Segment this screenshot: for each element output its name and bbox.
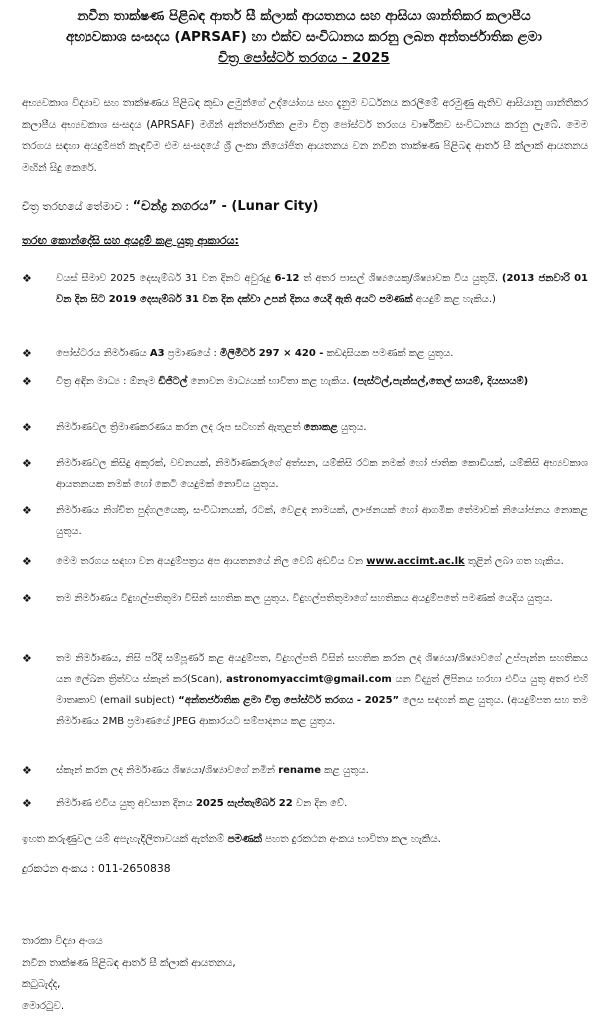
address-line-2: නවීන තාක්ෂණ පිළිබඳ ආතර් සී ක්ලාක් ආයතනය, bbox=[22, 956, 236, 969]
rule-text: ස්කෑන් කරන ලද නිර්මාණය ශිෂ්‍යයා/ශිෂ්‍යාවගේ නමින් rename කළ යුතුය. bbox=[56, 765, 369, 776]
diamond-bullet-icon: ❖ bbox=[22, 555, 32, 568]
rule-principal-certify bbox=[22, 588, 588, 609]
rule-submission-email bbox=[22, 648, 588, 732]
rule-deadline bbox=[22, 793, 588, 814]
rule-rename-file bbox=[22, 760, 588, 781]
diamond-bullet-icon: ❖ bbox=[22, 797, 32, 810]
title-line-3: චිත්‍ර පෝස්ටර් තරගය - 2025 bbox=[218, 50, 390, 66]
rule-text: තම නිර්මාණය, නිසි පරිදි සම්පූර්ණ කළ අයදුම්පත, විදුහල්පති විසින් සහතික කරන ලද ශිෂ්‍යයා/ශිෂ්‍යාවගේ උප්පැන්න සහතිකය යන ලේඛන ත්‍රිත්වය ස්කෑන් කර(Scan), astronomyaccimt@gmail.com යන විද්‍යුත් ලිපිනය හරහා එවිය යුතු අතර එහි මාතෘකාව (email subject) “අන්තර්ජාතික ළමා චිත්‍ර පෝස්ටර් තරගය - 2025” ලෙස සඳහන් කළ යුතුය. (අයදුම්පත සහ තම නිර්මාණය 2MB ප්‍රමාණයේ JPEG ආකාරයට සම්පාදනය කළ යුතුය. bbox=[56, 653, 589, 727]
diamond-bullet-icon: ❖ bbox=[22, 592, 32, 605]
diamond-bullet-icon: ❖ bbox=[22, 652, 32, 665]
title-line-2: අභ්‍යවකාශ සංසදය (APRSAF) හා එක්ව සංවිධානය කරනු ලබන අන්තර්ජාතික ළමා bbox=[66, 29, 542, 45]
phone-label: දුරකථන අංකය : bbox=[22, 862, 99, 875]
rule-text: තම නිර්මාණය විදුහල්පතිතුමා විසින් සහතික කල යුතුය. විදුහල්පතිතුමාගේ සහතිකය අයදුම්පතේ පමණක් යෙදිය යුතුය. bbox=[56, 593, 553, 604]
rules-heading: තරඟ කොන්දේසි සහ අයදුම් කළ යුතු ආකාරය: bbox=[22, 234, 239, 247]
contact-note: ඉහත කරුණුවල යම් අපැහැදිලිතාවයක් ඇත්නම් පමණක් පහත දුරකථන අංකය භාවිතා කල හැකිය. bbox=[22, 833, 441, 845]
diamond-bullet-icon: ❖ bbox=[22, 347, 32, 360]
phone-line bbox=[22, 860, 588, 878]
rule-age-limit bbox=[22, 268, 588, 310]
title-line-1: නවීන තාක්ෂණ පිළිබඳ ආතර් සී ක්ලාක් ආයතනය සහ ආසියා ශාන්තිකර කලාපීය bbox=[77, 8, 531, 24]
diamond-bullet-icon: ❖ bbox=[22, 457, 32, 470]
rule-drawing-medium bbox=[22, 371, 588, 392]
theme-line bbox=[22, 198, 588, 216]
rule-text: නිර්මාණවල ත්‍රිමාණකරණය කරන ලද රූප සටහන් ඇතුළත් නොකළ යුතුය. bbox=[56, 422, 367, 433]
phone-number: 011-2650838 bbox=[98, 862, 171, 875]
diamond-bullet-icon: ❖ bbox=[22, 504, 32, 517]
rule-text: චිත්‍ර අඳින මාධ්‍ය : ඕනෑම ඩිජිටල් නොවන මාධ්‍යයක් භාවිතා කළ හැකිය. (පැස්ටල්,පැන්සල්,තෙල් සායම්, දියසායම්) bbox=[56, 376, 529, 387]
address-line-4: මොරටුව. bbox=[22, 999, 65, 1012]
diamond-bullet-icon: ❖ bbox=[22, 272, 32, 285]
address-line-1: තාරකා විද්‍යා අංශය bbox=[22, 935, 103, 947]
rule-text: නිර්මාණ එවිය යුතු අවසාන දිනය 2025 සැප්තැම්බර් 22 වන දින වේ. bbox=[56, 798, 348, 809]
intro-paragraph: අභ්‍යවකාශ විද්‍යාව සහ තාක්ෂණය පිළිබඳ කුඩා ළමුන්ගේ උද්යෝගය සහ දැනුම වර්ධනය කරලීමේ අරමුණු ඇතිව ආසියානු ශාන්තිකර කලාපීය අභ්‍යවකාශ සංසදය (APRSAF) මගින් අන්තර්ජාතික ළමා චිත්‍ර පෝස්ටර් තරගය වාර්ෂිකව සංවිධානය කරනු ලැබේ. මෙම තරගය සඳහා අයදුම්පත් කැඳවීම එම සංසදයේ ශ්‍රී ලංකා නියෝජිත ආයතනය වන නවීන තාක්ෂණ පිළිබඳ ආතර් සී ක්ලාක් ආයතනය මඟින් සිදු කෙරේ. bbox=[22, 97, 588, 174]
diamond-bullet-icon: ❖ bbox=[22, 421, 32, 434]
rule-text: පෝස්ටරය නිර්මාණය A3 ප්‍රමාණයේ : මිලිමීටර් 297 × 420 - කඩදාසියක පමණක් කළ යුතුය. bbox=[56, 348, 454, 359]
theme-label: චිත්‍ර තරඟයේ තේමාව : bbox=[22, 200, 133, 213]
rule-application-website bbox=[22, 551, 588, 572]
diamond-bullet-icon: ❖ bbox=[22, 375, 32, 388]
diamond-bullet-icon: ❖ bbox=[22, 764, 32, 777]
address-block bbox=[22, 931, 588, 1017]
website-link[interactable]: www.accimt.ac.lk bbox=[366, 556, 465, 567]
rule-text: නිර්මාණවල කිසිදු අකුරක්, වචනයක්, නිර්මාණකරුගේ අත්සන, යම්කිසි රටක නමක් හෝ ජාතික කොඩියක්, යම්කිසි අභ්‍යවකාශ ආයතනයක නමක් හෝ කෙටි යෙදුමක් නොවිය යුතුය. bbox=[56, 458, 588, 490]
theme-value: “චන්ද්‍ර නගරය” - (Lunar City) bbox=[132, 199, 319, 214]
rule-text: මෙම තරගය සඳහා වන අයදුම්පත්‍රය අප ආයතනයේ නිල වෙබ් අඩවිය වන www.accimt.ac.lk තුළින් ලබා ගත හැකිය. bbox=[56, 556, 564, 567]
rule-no-representation bbox=[22, 500, 588, 542]
email-address[interactable]: astronomyaccimt@gmail.com bbox=[226, 674, 392, 685]
rule-paper-size bbox=[22, 343, 588, 364]
rule-no-text-or-flags bbox=[22, 453, 588, 495]
rule-no-3d bbox=[22, 417, 588, 438]
page-title bbox=[0, 6, 608, 69]
address-line-3: කටුබැද්ද, bbox=[22, 978, 61, 990]
rule-text: වයස් සීමාව 2025 දෙසැම්බර් 31 වන දිනට අවුරුදු 6-12 ත් අතර පාසල් ශිෂ්‍යයෙකු/ශිෂ්‍යාවක විය යුතුයි. (2013 ජනවාරි 01 වන දින සිට 2019 දෙසැම්බර් 31 වන දින දක්වා උපන් දිනය යෙදී ඇති අයට පමණක් අයදුම් කළ හැකිය.) bbox=[56, 273, 588, 305]
rule-text: නිර්මාණය නිශ්චිත පුද්ගලයෙකු, සංවිධානයක්, රටක්, වෙළඳ නාමයක්, ලාංඡනයක් හෝ ආගමික තේමාවක් නියෝජනය නොකළ යුතුය. bbox=[56, 505, 588, 537]
